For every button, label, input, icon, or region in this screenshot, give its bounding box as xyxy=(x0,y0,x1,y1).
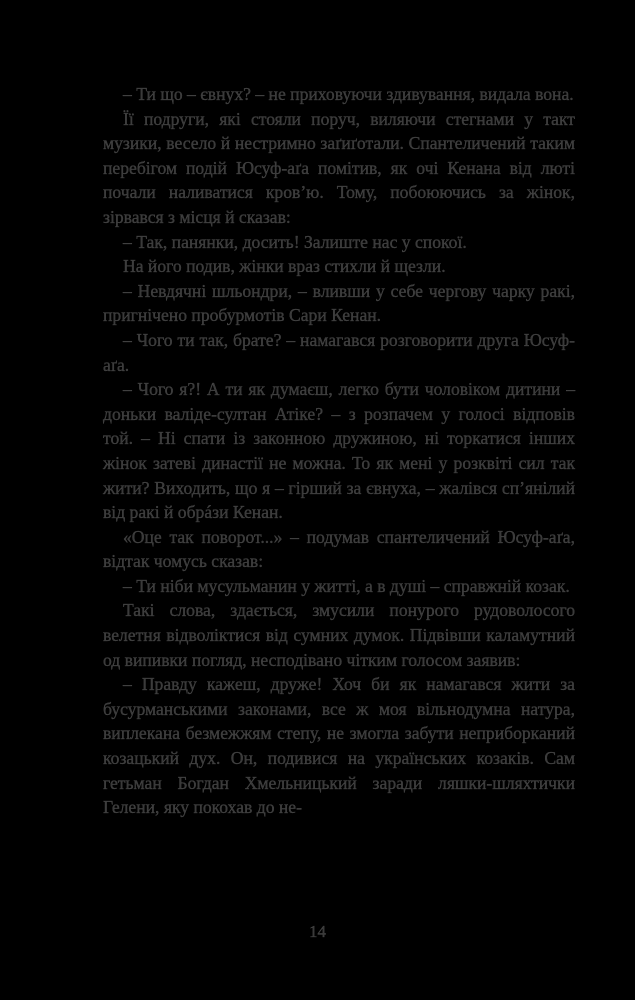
paragraph: На його подив, жінки враз стихли й щезли. xyxy=(123,256,446,277)
paragraph: – Ти що – євнух? – не приховуючи здивування, видала вона. xyxy=(123,84,574,104)
paragraph: – Правду кажеш, друже! Хоч би як намагався жити за бусурманськими законами, все ж моя вільнодумна натура, виплекана безмежжям степу, не змогла забути неприборканий козацький дух. Он, подивися на українських козаків. Сам гетьман Богдан Хмельницький заради ляшки-шляхтички Гелени, яку покохав до не- xyxy=(103,674,575,818)
paragraph: – Так, панянки, досить! Залиште нас у спокої. xyxy=(123,231,467,252)
paragraph: – Ти ніби мусульманин у житті, а в душі – справжній козак. xyxy=(123,575,570,596)
paragraph: – Чого я?! А ти як думаєш, легко бути чоловіком дитини – доньки валіде-султан Атіке? – з розпачем у голосі відповів той. – Ні спати із законною дружиною, ні торкатися інших жінок затеві династії не можна. То як мені у розквіті сил так жити? Виходить, що я – гірший за євнуха, – жалівся сп’янілий від ракі й обрáзи Кенан. xyxy=(103,379,575,523)
page-number: 14 xyxy=(309,922,326,941)
paragraph: «Оце так поворот...» – подумав спантеличений Юсуф-аґа, відтак чомусь сказав: xyxy=(103,526,575,572)
paragraph: – Невдячні шльондри, – вливши у себе чергову чарку ракі, пригнічено пробурмотів Сари Кенан. xyxy=(103,280,575,326)
body-text xyxy=(103,82,575,820)
paragraph: – Чого ти так, брате? – намагався розговорити друга Юсуф-аґа. xyxy=(103,329,575,375)
paragraph: Її подруги, які стояли поруч, виляючи стегнами у такт музики, весело й нестримно заґиґотали. Спантеличений таким перебігом подій Юсуф-аґа помітив, як очі Кенана від люті почали наливатися кров’ю. Тому, побоюючись за жінок, зірвався з місця й сказав: xyxy=(103,108,575,227)
paragraph: Такі слова, здається, змусили понурого рудоволосого велетня відволіктися від сумних думок. Підвівши каламутний од випивки погляд, несподівано чітким голосом заявив: xyxy=(103,600,575,670)
